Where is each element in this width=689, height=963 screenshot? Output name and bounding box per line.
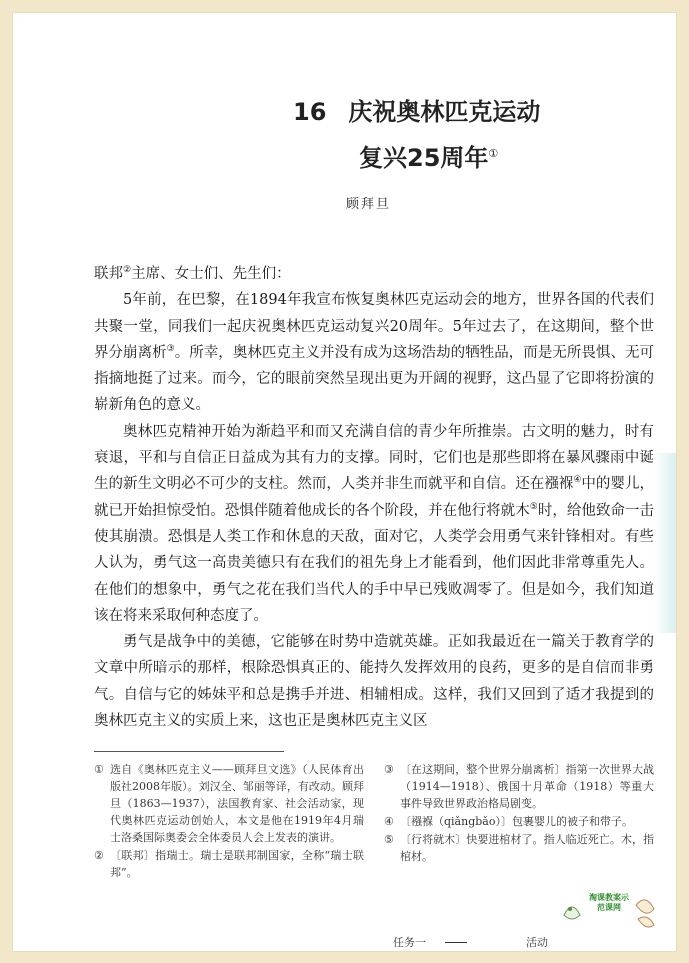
- paragraph-1-text-a: 5年前，在巴黎，在1894年我宣布恢复奥林匹克运动会的地方，世界各国的代表们共聚一堂，同我们一起庆祝奥林匹克运动复兴20周年。5年过去了，在这期间，整个世界分崩离析: [94, 292, 654, 361]
- lesson-number: 16: [293, 98, 327, 126]
- footnote-text: 〔襁褓（qiǎngbǎo）〕包裹婴儿的被子和带子。: [400, 815, 633, 828]
- salutation-text-a: 联邦: [94, 266, 123, 282]
- document-page: [12, 12, 677, 952]
- footnote-marker: ⑤: [384, 833, 394, 846]
- footnote-text: 选自《奥林匹克主义——顾拜旦文选》（人民体育出版社2008年版）。刘汉全、邹丽等译，有改动。顾拜旦（1863—1937），法国教育家、社会活动家，现代奥林匹克运动创始人，本文是他在1919年4月瑞士洛桑国际奥委会全体委员人会上发表的演讲。: [110, 763, 364, 844]
- title-line-2: [293, 133, 540, 179]
- footer-activity-label: 活动: [526, 936, 548, 949]
- paragraph-2: [94, 419, 654, 629]
- footnote-divider: [94, 751, 284, 752]
- footnote-4: [384, 813, 654, 830]
- title-line-1: [293, 91, 540, 133]
- title-footnote-ref[interactable]: ①: [488, 147, 499, 160]
- paragraph-3: 勇气是战争中的美德，它能够在时势中造就英雄。正如我最近在一篇关于教育学的文章中所暗示的那样，根除恐惧真正的、能持久发挥效用的良药，更多的是自信而非勇气。自信与它的姊妹平和总是携手并进、相辅相成。这样，我们又回到了适才我提到的奥林匹克主义的实质上来，这也正是奥林匹克主义区: [94, 634, 654, 730]
- footnote-marker: ④: [384, 815, 394, 828]
- article-body: [94, 261, 654, 734]
- salutation-paragraph: [94, 261, 654, 287]
- footnote-3: [384, 761, 654, 812]
- footnote-ref-2[interactable]: ②: [123, 265, 132, 276]
- page-edge-shade: [654, 453, 676, 633]
- watermark-logo: [558, 885, 658, 935]
- author-name: 顾拜旦: [346, 197, 392, 212]
- footer-task-label: 任务一: [393, 936, 426, 949]
- salutation-text-b: 主席、女士们、先生们：: [131, 266, 291, 282]
- footnotes: [94, 761, 654, 881]
- footnote-5: [384, 831, 654, 865]
- footnote-2: [94, 847, 364, 881]
- footnote-ref-5[interactable]: ⑤: [529, 501, 538, 512]
- title-text-1: 庆祝奥林匹克运动: [348, 98, 541, 126]
- paragraph-2-text-c: 时，给他致命一击使其崩溃。恐惧是人类工作和休息的天敌，面对它，人类学会用勇气来针锋相对。有些人认为，勇气这一高贵美德只有在我们的祖先身上才能看到，他们因此非常尊重先人。在他们的想象中，勇气之花在我们当代人的手中早已残败凋零了。但是如今，我们知道该在将来采取何种态度了。: [94, 502, 654, 624]
- footnote-text: 〔行将就木〕快要进棺材了。指人临近死亡。木，指棺材。: [400, 833, 654, 863]
- footnote-1: [94, 761, 364, 846]
- page-footer: [13, 938, 677, 952]
- footnote-text: 〔在这期间，整个世界分崩离析〕指第一次世界大战（1914—1918）、俄国十月革命（1918）等重大事件导致世界政治格局剧变。: [400, 763, 654, 810]
- footnote-ref-3[interactable]: ③: [166, 344, 175, 355]
- paragraph-1-text-b: 。所幸，奥林匹克主义并没有成为这场浩劫的牺牲品，而是无所畏惧、无可指摘地挺了过来。而今，它的眼前突然呈现出更为开阔的视野，这凸显了它即将扮演的崭新角色的意义。: [94, 344, 654, 414]
- footnote-marker: ③: [384, 763, 394, 776]
- title-text-2: 复兴25周年: [359, 144, 489, 172]
- paragraph-2-text-b: 中的婴儿，就已开始担惊受怕。恐惧伴随着他成长的各个阶段，并在他行将就木: [94, 476, 655, 519]
- paragraph-2-text-a: 奥林匹克精神开始为渐趋平和而又充满自信的青少年所推崇。古文明的魅力，时有衰退，平和与自信正日益成为其有力的支撑。同时，它们也是那些即将在暴风骤雨中诞生的新生文明必不可少的支柱。然而，人类并非生而就平和自信。还在襁褓: [94, 423, 654, 493]
- lesson-title: [293, 91, 540, 179]
- footer-task-line: [445, 942, 467, 943]
- logo-text: 淘课教案示范课网: [589, 893, 629, 912]
- paragraph-1: [94, 287, 654, 418]
- footnote-marker: ①: [94, 763, 104, 776]
- footnote-marker: ②: [94, 849, 104, 862]
- footnote-text: 〔联邦〕指瑞士。瑞士是联邦制国家，全称“瑞士联邦”。: [110, 849, 364, 879]
- footnote-ref-4[interactable]: ④: [573, 475, 582, 486]
